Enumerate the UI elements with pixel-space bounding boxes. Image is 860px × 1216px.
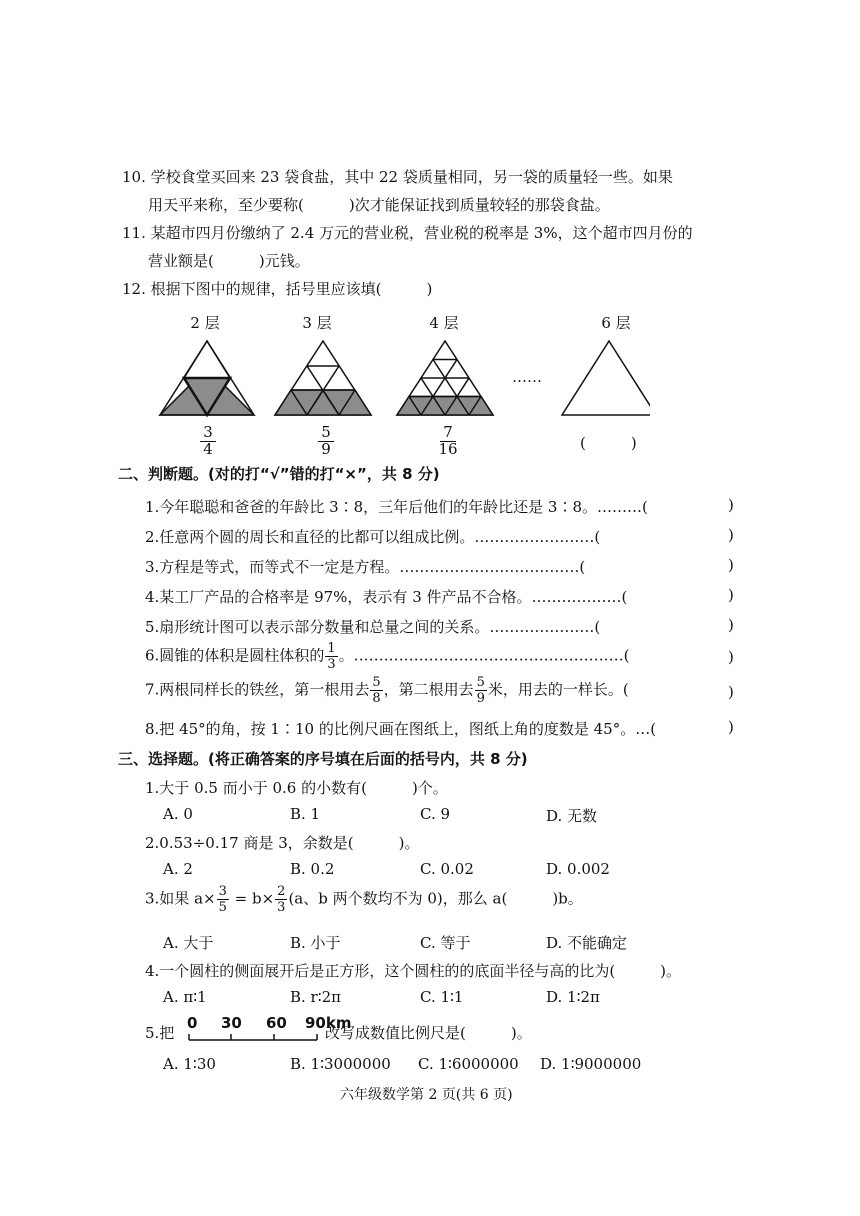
q4-option-c[interactable]: C. 1∶1 bbox=[420, 988, 464, 1006]
judge-close-paren-5[interactable]: ) bbox=[728, 616, 734, 634]
scale-label-90km: 90km bbox=[305, 1014, 352, 1032]
q4-option-d[interactable]: D. 1∶2π bbox=[546, 988, 600, 1006]
choice-q1: 1.大于 0.5 而小于 0.6 的小数有( )个。 bbox=[145, 779, 448, 797]
line-scale bbox=[187, 1014, 352, 1044]
fraction-3-layers: 5 9 bbox=[306, 425, 346, 458]
triangle-2-layers bbox=[160, 341, 254, 415]
judge-item-2: 2.任意两个圆的周长和直径的比都可以组成比例。……………………( bbox=[145, 528, 601, 546]
figure-ellipsis: …… bbox=[512, 368, 542, 386]
page-footer: 六年级数学第 2 页(共 6 页) bbox=[340, 1087, 513, 1103]
q11-line1: 11. 某超市四月份缴纳了 2.4 万元的营业税，营业税的税率是 3%，这个超市四月份的 bbox=[122, 224, 693, 242]
choice-q5-text: 改写成数值比例尺是( )。 bbox=[325, 1024, 532, 1042]
q3-option-a[interactable]: A. 大于 bbox=[163, 934, 214, 952]
scale-label-30: 30 bbox=[221, 1014, 242, 1032]
layer-label-4: 4 层 bbox=[429, 314, 459, 332]
q2-option-a[interactable]: A. 2 bbox=[163, 860, 193, 878]
q11-line2: 营业额是( )元钱。 bbox=[148, 252, 310, 270]
layer-label-2: 2 层 bbox=[190, 314, 220, 332]
scale-label-0: 0 bbox=[187, 1014, 198, 1032]
judge-item-8: 8.把 45°的角，按 1∶10 的比例尺画在图纸上，图纸上角的度数是 45°。…( bbox=[145, 720, 657, 738]
q12-text: 12. 根据下图中的规律，括号里应该填( ) bbox=[122, 280, 433, 298]
judge-item-3: 3.方程是等式，而等式不一定是方程。………………………………( bbox=[145, 558, 586, 576]
q10-line2: 用天平来称，至少要称( )次才能保证找到质量较轻的那袋食盐。 bbox=[148, 196, 610, 214]
layer-label-6: 6 层 bbox=[601, 314, 631, 332]
choice-q4: 4.一个圆柱的侧面展开后是正方形，这个圆柱的的底面半径与高的比为( )。 bbox=[145, 962, 682, 980]
judge-close-paren-3[interactable]: ) bbox=[728, 556, 734, 574]
q5-option-a[interactable]: A. 1∶30 bbox=[163, 1055, 216, 1073]
judge-close-paren-7[interactable]: ) bbox=[728, 683, 734, 701]
q4-option-b[interactable]: B. r∶2π bbox=[290, 988, 342, 1006]
judge-item-5: 5.扇形统计图可以表示部分数量和总量之间的关系。…………………( bbox=[145, 618, 601, 636]
q4-option-a[interactable]: A. π∶1 bbox=[163, 988, 207, 1006]
q5-option-c[interactable]: C. 1∶6000000 bbox=[418, 1055, 519, 1073]
triangle-6-layers bbox=[562, 341, 650, 415]
scale-bar bbox=[187, 1032, 327, 1044]
q1-option-a[interactable]: A. 0 bbox=[163, 805, 193, 823]
choice-q3: 3.如果 a× $\frac{3}{5}$ = b× $\frac{2}{3}$ (a、b 两个数均不为 0)，那么 a( )b。 bbox=[145, 884, 583, 915]
q5-option-b[interactable]: B. 1∶3000000 bbox=[290, 1055, 391, 1073]
scale-label-60: 60 bbox=[266, 1014, 287, 1032]
q2-option-d[interactable]: D. 0.002 bbox=[546, 860, 610, 878]
judge-close-paren-1[interactable]: ) bbox=[728, 496, 734, 514]
judge-item-4: 4.某工厂产品的合格率是 97%，表示有 3 件产品不合格。………………( bbox=[145, 588, 628, 606]
layer-label-3: 3 层 bbox=[302, 314, 332, 332]
q2-option-b[interactable]: B. 0.2 bbox=[290, 860, 335, 878]
triangle-4-layers bbox=[397, 341, 493, 415]
triangle-pattern-figure bbox=[150, 335, 650, 420]
section3-heading: 三、选择题。(将正确答案的序号填在后面的括号内，共 8 分) bbox=[118, 750, 528, 768]
fraction-2-layers: 3 4 bbox=[188, 425, 228, 458]
judge-item-1: 1.今年聪聪和爸爸的年龄比 3∶8，三年后他们的年龄比还是 3∶8。………( bbox=[145, 498, 648, 516]
choice-q2: 2.0.53÷0.17 商是 3，余数是( )。 bbox=[145, 834, 420, 852]
answer-blank-6-layers[interactable]: ( ) bbox=[580, 434, 637, 452]
judge-close-paren-8[interactable]: ) bbox=[728, 718, 734, 736]
triangle-3-layers bbox=[275, 341, 371, 415]
choice-q5-prefix: 5.把 bbox=[145, 1024, 175, 1042]
q1-option-c[interactable]: C. 9 bbox=[420, 805, 451, 823]
q3-option-d[interactable]: D. 不能确定 bbox=[546, 934, 628, 952]
section2-heading: 二、判断题。(对的打“√”错的打“×”，共 8 分) bbox=[118, 465, 440, 483]
fraction-4-layers: 7 16 bbox=[438, 423, 458, 458]
judge-close-paren-4[interactable]: ) bbox=[728, 586, 734, 604]
q1-option-b[interactable]: B. 1 bbox=[290, 805, 321, 823]
q3-option-b[interactable]: B. 小于 bbox=[290, 934, 341, 952]
q10-line1: 10. 学校食堂买回来 23 袋食盐，其中 22 袋质量相同，另一袋的质量轻一些。如果 bbox=[122, 168, 673, 186]
judge-close-paren-6[interactable]: ) bbox=[728, 648, 734, 666]
q5-option-d[interactable]: D. 1∶9000000 bbox=[540, 1055, 642, 1073]
judge-item-7: 7.两根同样长的铁丝，第一根用去 $\frac{5}{8}$ ，第二根用去 $\frac{5}{9}$ 米，用去的一样长。( bbox=[145, 675, 629, 706]
q3-option-c[interactable]: C. 等于 bbox=[420, 934, 471, 952]
judge-close-paren-2[interactable]: ) bbox=[728, 526, 734, 544]
q2-option-c[interactable]: C. 0.02 bbox=[420, 860, 474, 878]
q1-option-d[interactable]: D. 无数 bbox=[546, 807, 598, 825]
judge-item-6: 6.圆锥的体积是圆柱体积的 $\frac{1}{3}$ 。………………………………………………( bbox=[145, 641, 630, 672]
